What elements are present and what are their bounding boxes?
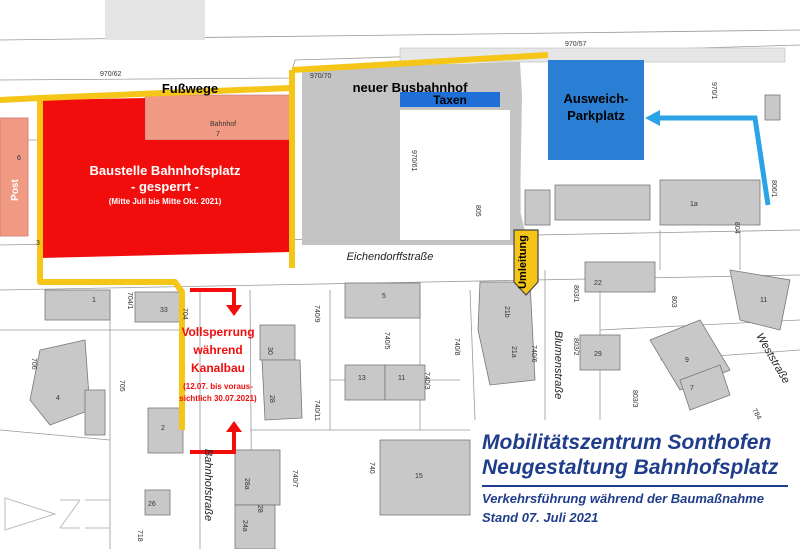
parcel-1a: 1a: [690, 201, 698, 208]
arrow-down-head: [226, 305, 242, 316]
title-line-1: Mobilitätszentrum Sonthofen: [482, 431, 772, 454]
house-28a: 28a: [243, 478, 250, 490]
busbahnhof-label: neuer Busbahnhof: [352, 80, 468, 95]
parcel-718: 718: [136, 530, 143, 542]
house-11b: 11: [760, 297, 768, 304]
house-28: 28: [268, 395, 275, 403]
north-arrow-icon: [5, 498, 110, 530]
date-label: Stand 07. Juli 2021: [482, 510, 599, 525]
parcel-784: 784: [750, 407, 763, 422]
post-label: Post: [10, 179, 21, 201]
parcel-803: 803: [670, 296, 677, 308]
street-bahnhof: Bahnhofstraße: [202, 448, 214, 522]
parcel-740-5: 740/5: [383, 332, 390, 350]
parcel-706: 706: [30, 358, 37, 370]
parcel-6: 6: [17, 155, 21, 162]
ausweich-label-1: Ausweich-: [563, 91, 629, 106]
parcel-803-2: 803/2: [572, 338, 579, 356]
parcel-970-70: 970/70: [310, 73, 332, 80]
gesperrt-label: - gesperrt -: [131, 179, 199, 194]
vollsperrung-3: Kanalbau: [190, 361, 246, 375]
umleitung-sign: [514, 230, 538, 295]
parcel-805: 805: [474, 205, 481, 217]
parcel-804: 804: [733, 222, 740, 234]
house-24a: 24a: [241, 520, 248, 532]
vollsperrung-4: (12.07. bis voraus-: [183, 382, 253, 391]
baustelle-zeit-label: (Mitte Juli bis Mitte Okt. 2021): [108, 197, 222, 206]
fusswege-label: Fußwege: [161, 81, 219, 96]
arrow-up-head: [226, 421, 242, 432]
house-5: 5: [382, 293, 386, 300]
parcel-740: 740: [368, 462, 375, 474]
house-30: 30: [266, 347, 273, 355]
street-eichendorff: Eichendorffstraße: [346, 251, 434, 263]
house-21b: 21b: [503, 306, 510, 318]
house-33: 33: [160, 307, 168, 314]
top-building: [105, 0, 205, 40]
ausweich-label-2: Parkplatz: [567, 108, 625, 123]
title-line-2: Neugestaltung Bahnhofsplatz: [482, 456, 779, 479]
house-7: 7: [690, 385, 694, 392]
subtitle: Verkehrsführung während der Baumaßnahme: [482, 491, 764, 506]
house-11: 11: [398, 375, 406, 382]
parcel-740-6: 740/6: [530, 345, 537, 363]
house-29: 29: [594, 351, 602, 358]
vollsperrung-2: während: [193, 343, 243, 357]
house-13: 13: [358, 375, 366, 382]
taxen-label: Taxen: [433, 93, 467, 107]
parcel-7: 7: [216, 131, 220, 138]
parcel-970-57: 970/57: [565, 41, 587, 48]
house-21a: 21a: [510, 346, 517, 358]
parcel-704-1: 704/1: [126, 292, 133, 310]
parcel-740-8: 740/8: [453, 338, 460, 356]
parcel-705: 705: [118, 380, 125, 392]
house-9: 9: [685, 357, 689, 364]
parcel-704: 704: [181, 308, 188, 320]
house-15: 15: [415, 473, 423, 480]
vollsperrung-1: Vollsperrung: [181, 325, 255, 339]
parcel-970-1: 970/1: [710, 82, 717, 100]
parcel-970-61: 970/61: [410, 150, 417, 172]
parcel-803-3: 803/3: [631, 390, 638, 408]
busbahnhof-inner: [400, 110, 510, 240]
parcel-740-7: 740/7: [291, 470, 298, 488]
post-building: [0, 118, 28, 236]
parcel-806-1: 806/1: [770, 180, 777, 198]
bahnhof-label: Bahnhof: [210, 121, 237, 128]
title-block: [472, 427, 792, 537]
umleitung-label: Umleitung: [517, 235, 529, 289]
baustelle-label: Baustelle Bahnhofsplatz: [89, 163, 241, 178]
parcel-970-62: 970/62: [100, 71, 122, 78]
street-blumen: Blumenstraße: [552, 330, 564, 400]
house-22: 22: [594, 280, 602, 287]
vollsperrung-5: sichtlich 30.07.2021): [179, 394, 257, 403]
house-4: 4: [56, 395, 60, 402]
parcel-740-11: 740/11: [313, 400, 320, 421]
parcel-803-1: 803/1: [572, 285, 579, 303]
street-weststrasse: Weststraße: [753, 331, 792, 386]
house-28b: 28: [256, 505, 263, 513]
house-26: 26: [148, 501, 156, 508]
parcel-3: 3: [36, 240, 40, 247]
parcel-740-9: 740/9: [313, 305, 320, 323]
vollsperrung-text: [179, 325, 257, 403]
title-divider: [482, 485, 788, 487]
house-2: 2: [161, 425, 165, 432]
house-1: 1: [92, 297, 96, 304]
parcel-740-3: 740/3: [423, 372, 430, 390]
